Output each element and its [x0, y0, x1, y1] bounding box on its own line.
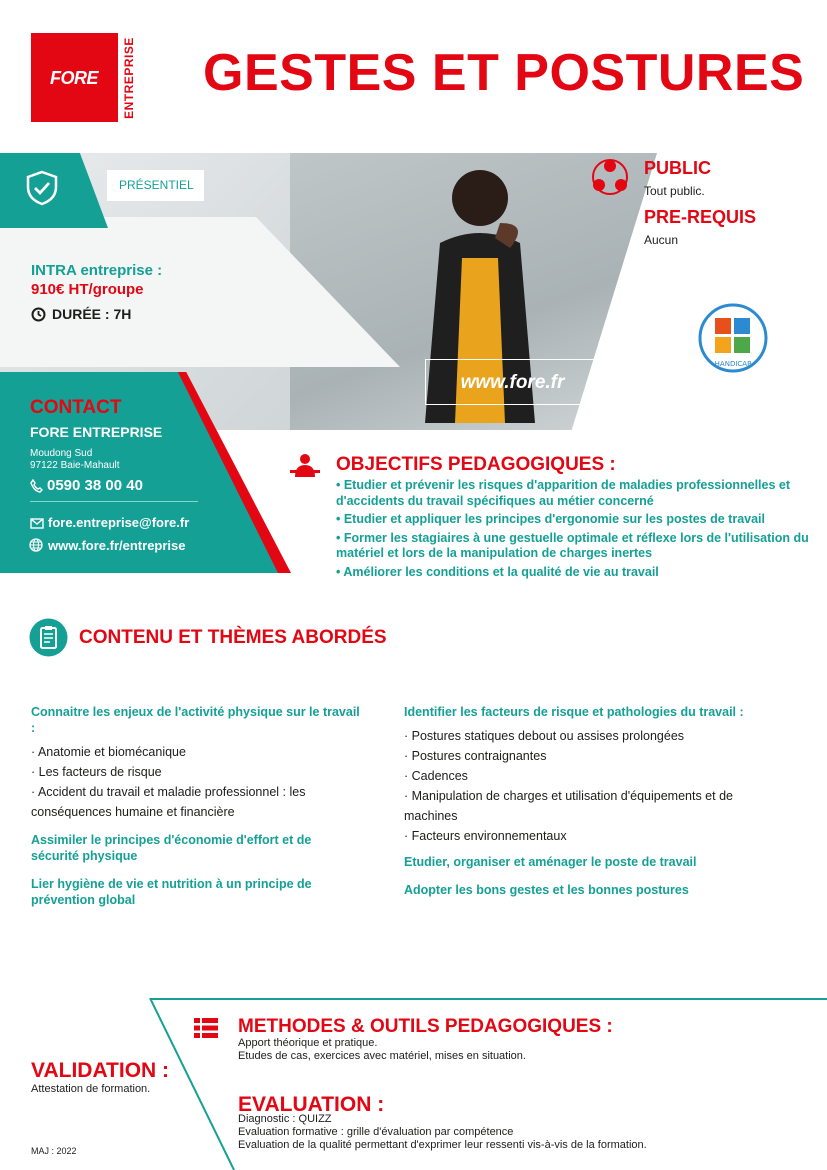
evaluation-text: Evaluation formative : grille d'évaluation par compétence — [238, 1126, 514, 1138]
objectives-list — [336, 478, 814, 583]
accessibility-badge-icon — [697, 302, 769, 374]
content-item: · Anatomie et biomécanique — [31, 745, 186, 759]
content-right-column — [404, 704, 789, 898]
content-left-column — [31, 704, 361, 908]
logo-side-text: ENTREPRISE — [122, 36, 136, 119]
evaluation-title: EVALUATION : — [238, 1093, 385, 1116]
content-item: · Facteurs environnementaux — [404, 829, 567, 843]
mode-label: PRÉSENTIEL — [119, 178, 194, 192]
public-title: PUBLIC — [644, 158, 711, 178]
contact-phone[interactable]: 0590 38 00 40 — [47, 477, 143, 494]
methods-title: METHODES & OUTILS PEDAGOGIQUES : — [238, 1016, 613, 1037]
bottom-diagonal — [148, 998, 238, 1170]
intra-price: 910€ HT/groupe — [31, 281, 144, 298]
evaluation-text: Evaluation de la qualité permettant d'exprimer leur ressenti vis-à-vis de la formation. — [238, 1139, 647, 1151]
objective-item: • Former les stagiaires à une gestuelle optimale et réflexe lors de l'utilisation du matériel et lors de la manipulation de charges inertes — [336, 530, 809, 560]
evaluation-text: Diagnostic : QUIZZ — [238, 1113, 332, 1125]
contact-title: CONTACT — [30, 397, 122, 418]
contact-address-line1: Moudong Sud — [30, 448, 93, 459]
intra-label: INTRA entreprise : — [31, 262, 163, 279]
group-icon — [589, 157, 631, 197]
badge-text: HANDICAP — [714, 360, 752, 368]
contact-website[interactable]: www.fore.fr/entreprise — [48, 538, 186, 553]
content-section-title: Adopter les bons gestes et les bonnes postures — [404, 883, 689, 897]
objective-item: • Améliorer les conditions et la qualité de vie au travail — [336, 564, 659, 579]
contact-email[interactable]: fore.entreprise@fore.fr — [48, 515, 190, 530]
content-item: · Accident du travail et maladie professionnel : les conséquences humaine et financière — [31, 785, 306, 819]
content-item: · Les facteurs de risque — [31, 765, 162, 779]
mail-icon — [30, 518, 44, 529]
content-item: · Cadences — [404, 769, 468, 783]
duration: DURÉE : 7H — [52, 306, 132, 322]
content-item: · Postures statiques debout ou assises prolongées — [404, 729, 685, 743]
phone-icon — [30, 479, 43, 493]
clock-icon — [31, 307, 46, 322]
content-section-title: Etudier, organiser et aménager le poste de travail — [404, 855, 697, 869]
validation-title: VALIDATION : — [31, 1059, 170, 1082]
list-icon — [194, 1018, 218, 1038]
content-section-title: Connaitre les enjeux de l'activité physique sur le travail : — [31, 705, 360, 735]
objective-item: • Etudier et prévenir les risques d'apparition de maladies professionnelles et d'accidents du travail spécifiques au métier concerné — [336, 478, 791, 508]
content-title: CONTENU ET THÈMES ABORDÉS — [79, 627, 387, 648]
prereq-text: Aucun — [644, 233, 679, 247]
teacher-icon — [290, 453, 320, 477]
contact-org: FORE ENTREPRISE — [30, 424, 163, 440]
content-section-title: Lier hygiène de vie et nutrition à un principe de prévention global — [31, 877, 312, 907]
content-item: · Manipulation de charges et utilisation d'équipements et de machines — [404, 789, 733, 823]
update-date: MAJ : 2022 — [31, 1146, 77, 1156]
contact-divider — [30, 501, 198, 502]
content-section-title: Assimiler le principes d'économie d'effort et de sécurité physique — [31, 833, 312, 863]
website-link[interactable]: www.fore.fr — [460, 372, 565, 393]
shield-check-icon — [25, 170, 59, 206]
objectives-title: OBJECTIFS PEDAGOGIQUES : — [336, 454, 616, 475]
prereq-title: PRE-REQUIS — [644, 207, 757, 227]
content-item: · Postures contraignantes — [404, 749, 547, 763]
clipboard-icon — [29, 618, 68, 657]
logo-text: FORE — [49, 68, 98, 88]
validation-text: Attestation de formation. — [31, 1083, 151, 1095]
globe-icon — [29, 538, 43, 552]
contact-address-line2: 97122 Baie-Mahault — [30, 460, 120, 471]
public-text: Tout public. — [644, 184, 705, 198]
content-section-title: Identifier les facteurs de risque et pathologies du travail : — [404, 705, 744, 719]
logo-side-label — [120, 33, 138, 122]
methods-text: Apport théorique et pratique. — [238, 1037, 378, 1049]
methods-text: Etudes de cas, exercices avec matériel, mises en situation. — [238, 1050, 526, 1062]
objective-item: • Etudier et appliquer les principes d'ergonomie sur les postes de travail — [336, 512, 765, 526]
page-title: GESTES ET POSTURES — [203, 44, 805, 102]
